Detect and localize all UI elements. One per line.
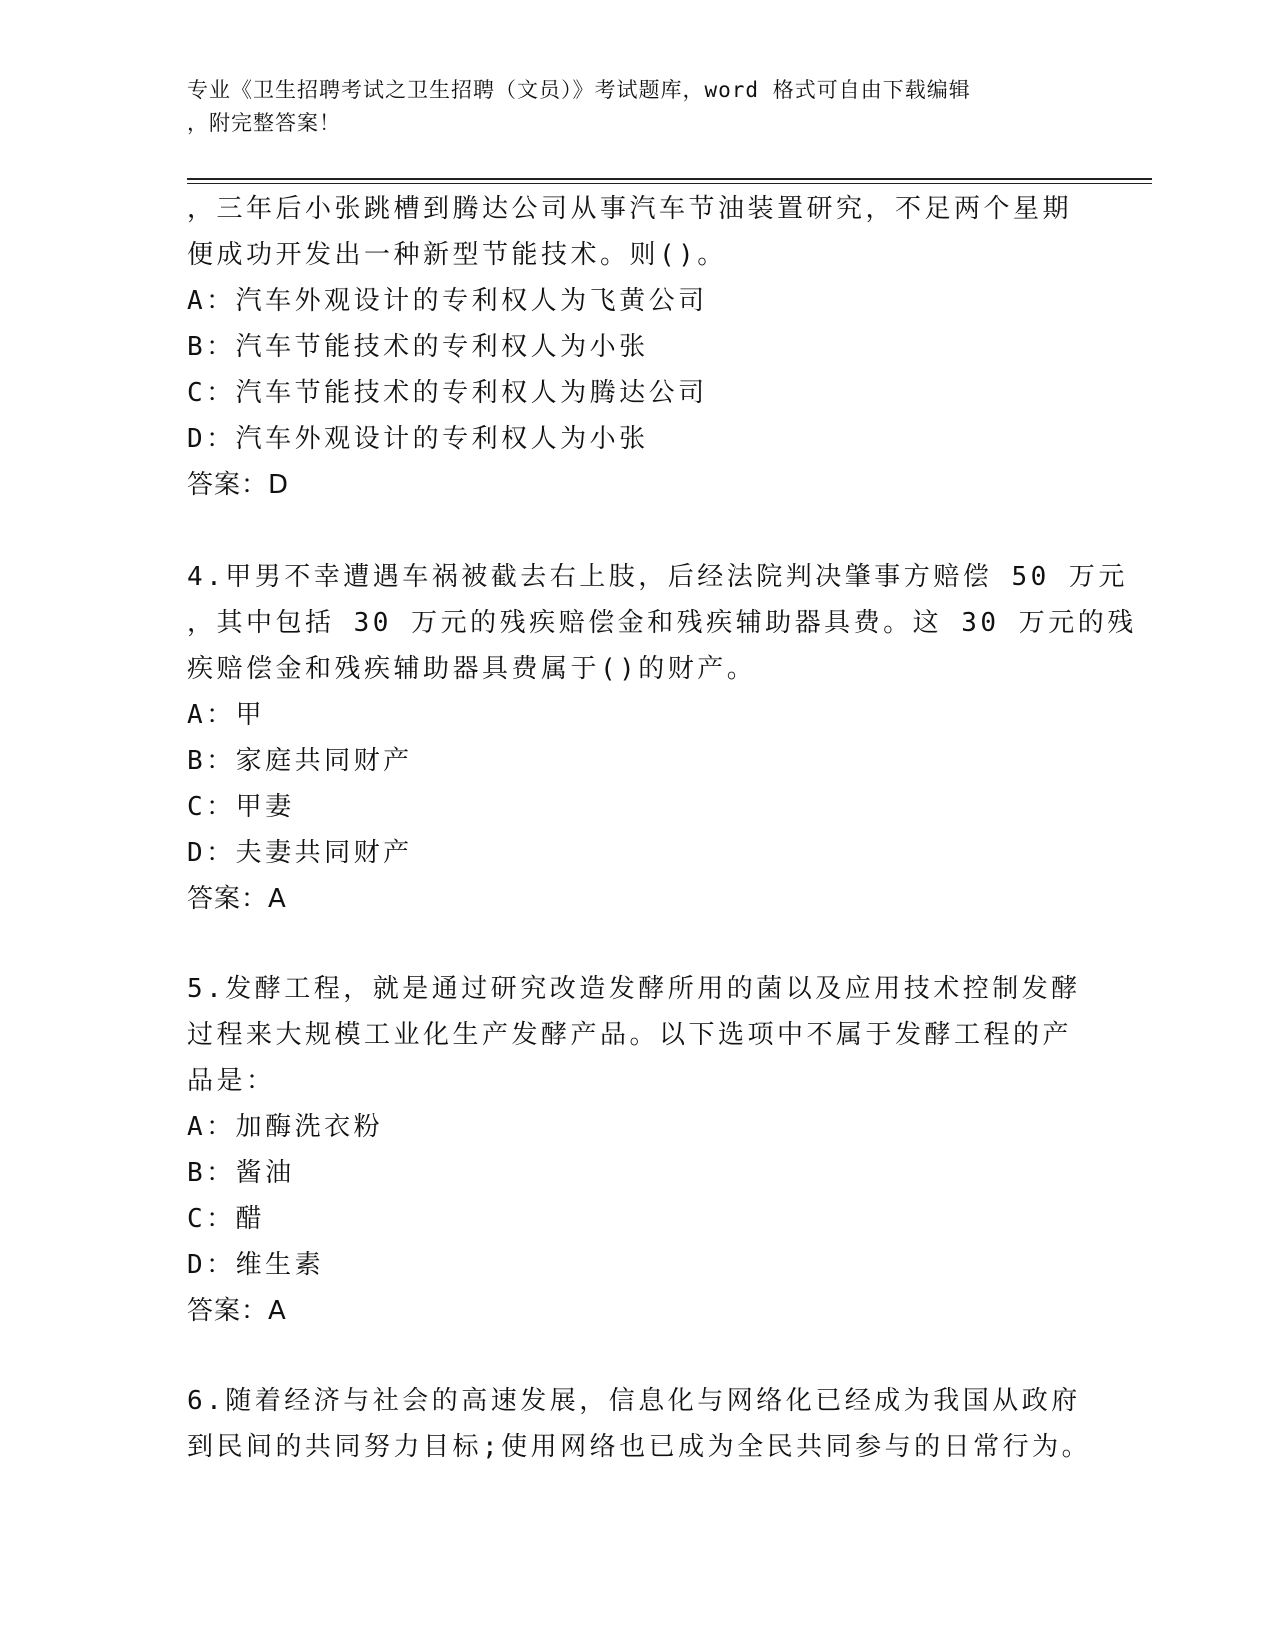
option-b: B：汽车节能技术的专利权人为小张 <box>187 332 649 362</box>
question-text-line: 品是： <box>187 1066 276 1096</box>
option-c: C：醋 <box>187 1204 266 1234</box>
question-text-line: 4.甲男不幸遭遇车祸被截去右上肢，后经法院判决肇事方赔偿 50 万元 <box>187 562 1128 592</box>
option-a: A：汽车外观设计的专利权人为飞黄公司 <box>187 286 708 316</box>
answer-line: 答案：D <box>187 470 290 500</box>
option-a: A：加酶洗衣粉 <box>187 1112 384 1142</box>
option-c: C：甲妻 <box>187 792 295 822</box>
question-5 <box>187 966 1087 1334</box>
option-d: D：夫妻共同财产 <box>187 838 413 868</box>
option-d: D：维生素 <box>187 1250 325 1280</box>
question-6 <box>187 1378 1092 1470</box>
option-b: B：酱油 <box>187 1158 295 1188</box>
option-a: A：甲 <box>187 700 266 730</box>
header-line-1: 专业《卫生招聘考试之卫生招聘（文员）》考试题库，word 格式可自由下载编辑 <box>187 78 971 102</box>
question-text-line: ，三年后小张跳槽到腾达公司从事汽车节油装置研究，不足两个星期 <box>187 194 1073 224</box>
header-divider-thick <box>187 178 1152 180</box>
header-divider-thin <box>187 183 1152 184</box>
question-4 <box>187 554 1137 922</box>
option-b: B：家庭共同财产 <box>187 746 413 776</box>
question-text-line: 便成功开发出一种新型节能技术。则()。 <box>187 240 727 270</box>
question-3 <box>187 186 1087 508</box>
question-text-line: 6.随着经济与社会的高速发展，信息化与网络化已经成为我国从政府 <box>187 1386 1081 1416</box>
header-line-2: ，附完整答案！ <box>187 111 341 135</box>
question-text-line: 过程来大规模工业化生产发酵产品。以下选项中不属于发酵工程的产 <box>187 1020 1073 1050</box>
question-text-line: ，其中包括 30 万元的残疾赔偿金和残疾辅助器具费。这 30 万元的残 <box>187 608 1137 638</box>
question-text-line: 5.发酵工程，就是通过研究改造发酵所用的菌以及应用技术控制发酵 <box>187 974 1081 1004</box>
option-d: D：汽车外观设计的专利权人为小张 <box>187 424 649 454</box>
answer-line: 答案：A <box>187 884 287 914</box>
option-c: C：汽车节能技术的专利权人为腾达公司 <box>187 378 708 408</box>
question-text-line: 疾赔偿金和残疾辅助器具费属于()的财产。 <box>187 654 757 684</box>
document-header <box>187 74 1067 140</box>
answer-line: 答案：A <box>187 1296 287 1326</box>
question-text-line: 到民间的共同努力目标;使用网络也已成为全民共同参与的日常行为。 <box>187 1432 1092 1462</box>
